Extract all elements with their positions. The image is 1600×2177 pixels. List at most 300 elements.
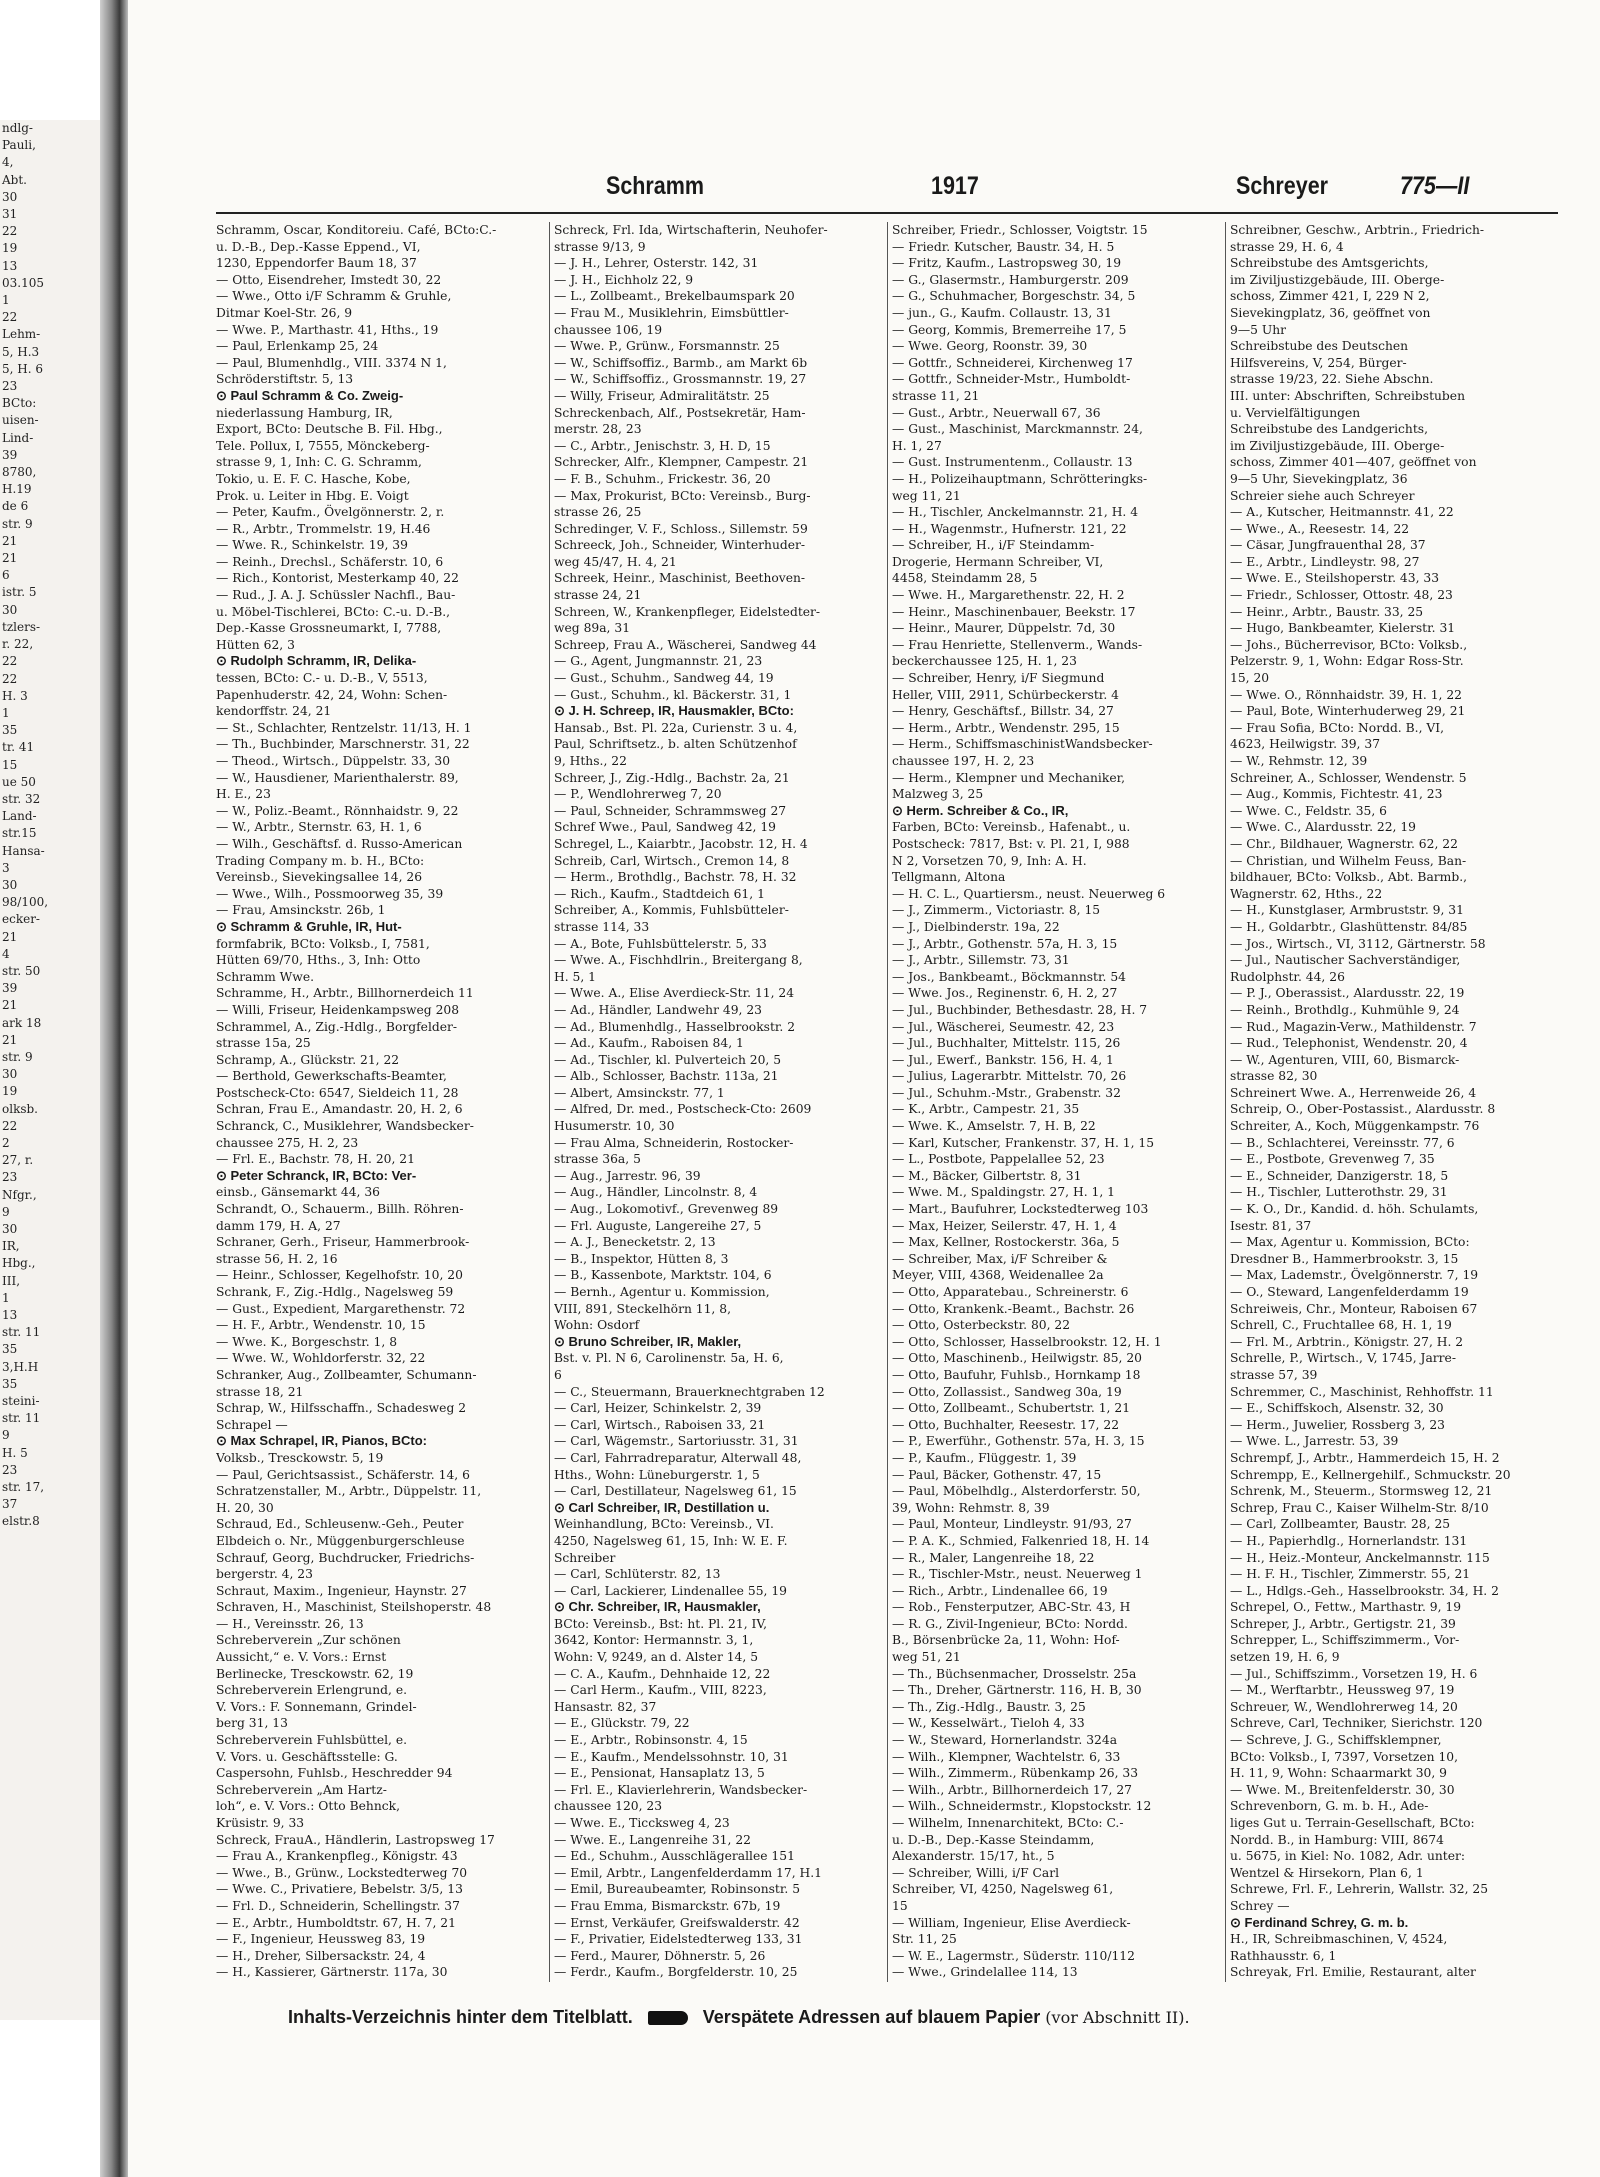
- left-page-text-fragment: 6: [2, 568, 10, 583]
- directory-entry-line: ⊙ Schramm & Gruhle, IR, Hut-: [216, 918, 402, 934]
- directory-entry-line: — M., Bäcker, Gilbertstr. 8, 31: [892, 1168, 1082, 1183]
- directory-entry-line: — Paul, Bäcker, Gothenstr. 47, 15: [892, 1467, 1102, 1482]
- directory-entry-line: — Wwe. Georg, Roonstr. 39, 30: [892, 339, 1088, 354]
- directory-entry-line: Schreck, Frl. Ida, Wirtschafterin, Neuhofer-: [554, 223, 828, 237]
- directory-entry-line: Trading Company m. b. H., BCto:: [216, 853, 425, 868]
- directory-entry-line: Schrelle, P., Wirtsch., V, 1745, Jarre-: [1230, 1351, 1456, 1366]
- left-page-text-fragment: 21: [2, 551, 18, 566]
- directory-entry-line: Dresdner B., Hammerbrookstr. 3, 15: [1230, 1251, 1459, 1266]
- directory-entry-line: — Herm., Arbtr., Wendenstr. 295, 15: [892, 720, 1120, 735]
- directory-entry-line: — Otto, Eisendreher, Imstedt 30, 22: [216, 272, 442, 287]
- directory-entry-line: — Reinh., Drechsl., Schäferstr. 10, 6: [216, 554, 444, 569]
- directory-entry-line: Malzweg 3, 25: [892, 787, 984, 802]
- directory-entry-line: damm 179, H. A, 27: [216, 1218, 341, 1233]
- directory-entry-line: Tokio, u. E. F. C. Hasche, Kobe,: [216, 471, 411, 486]
- directory-entry-line: Wentzel & Hirsekorn, Plan 6, 1: [1230, 1865, 1424, 1880]
- directory-entry-line: — G., Glasermstr., Hamburgerstr. 209: [892, 272, 1129, 287]
- directory-entry-line: — H. F. H., Tischler, Zimmerstr. 55, 21: [1230, 1567, 1471, 1582]
- directory-entry-line: — Jul., Buchhalter, Mittelstr. 115, 26: [892, 1036, 1121, 1051]
- directory-entry-line: — Wilh., Klempner, Wachtelstr. 6, 33: [892, 1749, 1121, 1764]
- directory-entry-line: — jun., G., Kaufm. Collaustr. 13, 31: [892, 305, 1112, 320]
- directory-entry-line: — Rud., Magazin-Verw., Mathildenstr. 7: [1230, 1019, 1477, 1034]
- directory-entry-line: [216, 1981, 544, 1982]
- directory-entry-line: — Paul, Bote, Winterhuderweg 29, 21: [1230, 704, 1466, 719]
- directory-entry-line: — Wwe. R., Schinkelstr. 19, 39: [216, 538, 408, 553]
- directory-entry-line: — Otto, Apparatebau., Schreinerstr. 6: [892, 1285, 1129, 1299]
- directory-entry-line: — Th., Dreher, Gärtnerstr. 116, H. B, 30: [892, 1683, 1142, 1698]
- page-header: [216, 172, 1496, 212]
- directory-entry-line: Volksb., Tresckowstr. 5, 19: [216, 1450, 384, 1465]
- directory-entry-line: — Herm., SchiffsmaschinistWandsbecker-: [892, 737, 1153, 752]
- directory-entry-line: — Wwe. K., Amselstr. 7, H. B, 22: [892, 1119, 1096, 1134]
- directory-entry-line: — Wwe., Wilh., Possmoorweg 35, 39: [216, 886, 444, 901]
- directory-entry-line: — C., Steuermann, Brauerknechtgraben 12: [554, 1384, 825, 1399]
- directory-entry-line: — H., Kassierer, Gärtnerstr. 117a, 30: [216, 1965, 448, 1980]
- directory-entry-line: strasse 18, 21: [216, 1384, 304, 1399]
- directory-entry-line: — Frl. E., Bachstr. 78, H. 20, 21: [216, 1152, 415, 1167]
- directory-entry-line: weg 51, 21: [892, 1650, 961, 1665]
- directory-entry-line: 4250, Nagelsweg 61, 15, Inh: W. E. F.: [554, 1533, 788, 1548]
- directory-entry-line: Schrepper, L., Schiffszimmerm., Vor-: [1230, 1633, 1460, 1648]
- directory-entry-line: Hths., Wohn: Lüneburgerstr. 1, 5: [554, 1467, 760, 1482]
- directory-entry-line: III. unter: Abschriften, Schreibstuben: [1230, 388, 1465, 403]
- directory-entry-line: — Wwe., Grindelallee 114, 13: [892, 1965, 1078, 1980]
- directory-entry-line: H. E., 23: [216, 787, 271, 802]
- left-page-text-fragment: IR,: [2, 1239, 20, 1254]
- directory-entry-line: — H., Wagenmstr., Hufnerstr. 121, 22: [892, 521, 1127, 536]
- left-page-text-fragment: 9: [2, 1428, 10, 1443]
- directory-entry-line: — A., Kutscher, Heitmannstr. 41, 22: [1230, 505, 1454, 520]
- directory-entry-line: — Wwe., Otto i/F Schramm & Gruhle,: [216, 289, 452, 304]
- directory-entry-line: — Frl. Auguste, Langereihe 27, 5: [554, 1218, 762, 1233]
- directory-entry-line: Postscheck-Cto: 6547, Sieldeich 11, 28: [216, 1085, 459, 1100]
- directory-entry-line: Wagnerstr. 62, Hths., 22: [1230, 886, 1383, 901]
- directory-entry-line: — Berthold, Gewerkschafts-Beamter,: [216, 1069, 447, 1084]
- directory-entry-line: Schrey —: [1230, 1898, 1290, 1913]
- left-page-text-fragment: ark 18: [2, 1015, 42, 1030]
- directory-entry-line: 39, Wohn: Rehmstr. 8, 39: [892, 1500, 1050, 1515]
- left-page-text-fragment: 37: [2, 1497, 18, 1512]
- directory-entry-line: — C., Arbtr., Jenischstr. 3, H. D, 15: [554, 438, 771, 453]
- directory-entry-line: — Th., Zig.-Hdlg., Baustr. 3, 25: [892, 1699, 1086, 1714]
- directory-entry-line: Schrank, F., Zig.-Hdlg., Nagelsweg 59: [216, 1285, 454, 1299]
- directory-entry-line: — Wwe. M., Spaldingstr. 27, H. 1, 1: [892, 1185, 1116, 1200]
- left-page-text-fragment: 22: [2, 1118, 18, 1133]
- directory-entry-line: Schreep, Frau A., Wäscherei, Sandweg 44: [554, 637, 817, 652]
- directory-entry-line: Str. 11, 25: [892, 1932, 957, 1947]
- directory-entry-line: — H., Dreher, Silbersackstr. 24, 4: [216, 1948, 426, 1963]
- directory-entry-line: — Mart., Baufuhrer, Lockstedterweg 103: [892, 1202, 1149, 1217]
- directory-entry-line: Krüsistr. 9, 33: [216, 1816, 305, 1830]
- directory-entry-line: — Wwe., B., Grünw., Lockstedterweg 70: [216, 1865, 468, 1880]
- left-page-text-fragment: 22: [2, 224, 18, 239]
- footer-late-addresses-note: Verspätete Adressen auf blauem Papier: [702, 2007, 1041, 2027]
- directory-entry-line: Schreiter, A., Koch, Müggenkampstr. 76: [1230, 1119, 1480, 1134]
- directory-entry-line: Schrewe, Frl. F., Lehrerin, Wallstr. 32, 25: [1230, 1882, 1489, 1897]
- column-divider: [549, 222, 550, 1982]
- directory-entry-line: u. 5675, in Kiel: No. 1082, Adr. unter:: [1230, 1849, 1466, 1864]
- directory-entry-line: Bst. v. Pl. N 6, Carolinenstr. 5a, H. 6,: [554, 1351, 784, 1366]
- directory-entry-line: — Wwe. P., Grünw., Forsmannstr. 25: [554, 339, 780, 354]
- directory-entry-line: — R., Arbtr., Trommelstr. 19, H.46: [216, 521, 431, 536]
- directory-entry-line: Schraut, Maxim., Ingenieur, Haynstr. 27: [216, 1583, 467, 1598]
- directory-entry-line: — P. A. K., Schmied, Falkenried 18, H. 14: [892, 1533, 1150, 1548]
- directory-entry-line: — A., Bote, Fuhlsbüttelerstr. 5, 33: [554, 936, 767, 951]
- directory-entry-line: ⊙ Max Schrapel, IR, Pianos, BCto:: [216, 1433, 427, 1449]
- left-page-text-fragment: str. 11: [2, 1411, 41, 1426]
- directory-entry-line: weg 89a, 31: [554, 621, 631, 636]
- directory-entry-line: — Paul, Möbelhdlg., Alsterdorferstr. 50,: [892, 1484, 1141, 1499]
- directory-entry-line: — G., Schuhmacher, Borgeschstr. 34, 5: [892, 289, 1136, 304]
- directory-entry-line: — Aug., Lokomotivf., Grevenweg 89: [554, 1202, 779, 1217]
- directory-entry-line: — P. J., Oberassist., Alardusstr. 22, 19: [1230, 986, 1465, 1001]
- directory-entry-line: — H. C. L., Quartiersm., neust. Neuerweg 6: [892, 886, 1166, 901]
- left-page-text-fragment: 15: [2, 757, 18, 772]
- left-page-text-fragment: 30: [2, 189, 18, 204]
- left-page-text-fragment: 13: [2, 258, 18, 273]
- directory-entry-line: Schreier siehe auch Schreyer: [1230, 488, 1415, 503]
- directory-entry-line: strasse 56, H. 2, 16: [216, 1251, 338, 1266]
- directory-entry-line: — Aug., Kommis, Fichtestr. 41, 23: [1230, 787, 1443, 802]
- directory-entry-line: 4623, Heilwigstr. 39, 37: [1230, 737, 1381, 752]
- directory-entry-line: — Cäsar, Jungfrauenthal 28, 37: [1230, 538, 1426, 553]
- directory-entry-line: H. 11, 9, Wohn: Schaarmarkt 30, 9: [1230, 1766, 1447, 1781]
- directory-entry-line: — Ernst, Verkäufer, Greifswalderstr. 42: [554, 1915, 800, 1930]
- directory-entry-line: — M., Werftarbtr., Heussweg 97, 19: [1230, 1683, 1455, 1698]
- directory-entry-line: — Paul, Monteur, Lindleystr. 91/93, 27: [892, 1517, 1132, 1532]
- directory-entry-line: Schreberverein Fuhlsbüttel, e.: [216, 1733, 408, 1748]
- directory-entry-line: — R., Tischler-Mstr., neust. Neuerweg 1: [892, 1567, 1143, 1582]
- directory-entry-line: — Frl. M., Arbtrin., Königstr. 27, H. 2: [1230, 1334, 1464, 1349]
- directory-entry-line: — Heinr., Maurer, Düppelstr. 7d, 30: [892, 621, 1116, 636]
- left-page-text-fragment: str. 32: [2, 791, 41, 806]
- directory-entry-line: Schraven, H., Maschinist, Steilshoperstr. 48: [216, 1600, 492, 1615]
- directory-entry-line: Schrandt, O., Schauerm., Billh. Röhren-: [216, 1202, 464, 1217]
- directory-entry-line: — Wwe. E., Langenreihe 31, 22: [554, 1832, 751, 1847]
- left-page-text-fragment: Lind-: [2, 430, 34, 445]
- directory-entry-line: — Schreiber, H., i/F Steindamm-: [892, 538, 1095, 553]
- directory-entry-line: Schreberverein „Am Hartz-: [216, 1782, 387, 1797]
- left-page-text-fragment: 30: [2, 1222, 18, 1236]
- left-page-text-fragment: 1: [2, 293, 10, 308]
- directory-entry-line: — Ad., Blumenhdlg., Hasselbrookstr. 2: [554, 1019, 796, 1034]
- directory-entry-line: — Th., Büchsenmacher, Drosselstr. 25a: [892, 1666, 1137, 1681]
- left-page-text-fragment: 21: [2, 533, 18, 548]
- directory-entry-line: — B., Inspektor, Hütten 8, 3: [554, 1251, 729, 1266]
- directory-entry-line: u. D.-B., Dep.-Kasse Steindamm,: [892, 1832, 1095, 1847]
- directory-entry-line: — W., Schiffsoffiz., Grossmannstr. 19, 27: [554, 372, 807, 387]
- directory-entry-line: — Carl, Lackierer, Lindenallee 55, 19: [554, 1583, 787, 1598]
- directory-entry-line: — Herm., Klempner und Mechaniker,: [892, 770, 1126, 785]
- directory-entry-line: Schran, Frau E., Amandastr. 20, H. 2, 6: [216, 1102, 463, 1117]
- left-page-text-fragment: 4: [2, 946, 10, 961]
- directory-entry-line: — Wwe. O., Rönnhaidstr. 39, H. 1, 22: [1230, 687, 1463, 702]
- directory-entry-line: — L., Postbote, Pappelallee 52, 23: [892, 1152, 1105, 1167]
- directory-entry-line: im Ziviljustizgebäude, III. Oberge-: [1230, 272, 1445, 287]
- directory-entry-line: Heller, VIII, 2911, Schürbeckerstr. 4: [892, 687, 1119, 702]
- directory-entry-line: Export, BCto: Deutsche B. Fil. Hbg.,: [216, 422, 443, 437]
- directory-entry-line: — Herm., Brothdlg., Bachstr. 78, H. 32: [554, 870, 797, 885]
- directory-entry-line: Schreer, J., Zig.-Hdlg., Bachstr. 2a, 21: [554, 770, 790, 785]
- directory-entry-line: — Carl, Destillateur, Nagelsweg 61, 15: [554, 1484, 797, 1499]
- left-page-text-fragment: r. 22,: [2, 637, 34, 652]
- left-page-text-fragment: str. 17,: [2, 1480, 45, 1495]
- left-page-text-fragment: 39: [2, 981, 18, 996]
- directory-entry-line: — Frau M., Musiklehrin, Eimsbüttler-: [554, 305, 789, 320]
- directory-entry-line: — W., Rehmstr. 12, 39: [1230, 754, 1368, 768]
- directory-entry-line: — Carl, Schlüterstr. 82, 13: [554, 1567, 721, 1582]
- directory-entry-line: Schreiner, A., Schlosser, Wendenstr. 5: [1230, 770, 1467, 785]
- directory-entry-line: Alexanderstr. 15/17, ht., 5: [892, 1849, 1055, 1864]
- directory-entry-line: setzen 19, H. 6, 9: [1230, 1650, 1340, 1665]
- directory-entry-line: — Friedr., Schlosser, Ottostr. 48, 23: [1230, 588, 1453, 603]
- directory-entry-line: Schreeck, Joh., Schneider, Winterhuder-: [554, 538, 806, 553]
- directory-entry-line: Rathhausstr. 6, 1: [1230, 1948, 1337, 1963]
- directory-entry-line: — Willy, Friseur, Admiralitätstr. 25: [554, 388, 770, 403]
- directory-entry-line: — Reinh., Brothdlg., Kuhmühle 9, 24: [1230, 1002, 1460, 1017]
- directory-entry-line: liges Gut u. Terrain-Gesellschaft, BCto:: [1230, 1816, 1475, 1830]
- directory-entry-line: Schrapel —: [216, 1417, 288, 1432]
- directory-entry-line: — Gottfr., Schneider-Mstr., Humboldt-: [892, 372, 1131, 387]
- directory-entry-line: ⊙ Ferdinand Schrey, G. m. b.: [1230, 1914, 1409, 1930]
- directory-entry-line: — Jul., Nautischer Sachverständiger,: [1230, 953, 1461, 968]
- directory-entry-line: ⊙ Paul Schramm & Co. Zweig-: [216, 387, 404, 403]
- directory-entry-line: — W. E., Lagermstr., Süderstr. 110/112: [892, 1948, 1135, 1963]
- left-page-text-fragment: BCto:: [2, 396, 37, 411]
- directory-entry-line: — E., Pensionat, Hansaplatz 13, 5: [554, 1766, 765, 1781]
- directory-entry-line: — Heinr., Schlosser, Kegelhofstr. 10, 20: [216, 1268, 463, 1283]
- directory-entry-line: 6: [554, 1367, 562, 1382]
- directory-entry-line: niederlassung Hamburg, IR,: [216, 405, 393, 420]
- left-page-text-fragment: str. 9: [2, 1049, 33, 1064]
- directory-entry-line: — H., Tischler, Lutterothstr. 29, 31: [1230, 1185, 1448, 1200]
- directory-entry-line: — L., Zollbeamt., Brekelbaumspark 20: [554, 289, 795, 304]
- directory-entry-line: ⊙ Carl Schreiber, IR, Destillation u.: [554, 1499, 770, 1515]
- left-page-text-fragment: tr. 41: [2, 740, 35, 755]
- directory-entry-line: strasse 36a, 5: [554, 1152, 641, 1167]
- directory-entry-line: — Wwe. Jos., Reginenstr. 6, H. 2, 27: [892, 986, 1118, 1001]
- directory-entry-line: Papenhuderstr. 42, 24, Wohn: Schen-: [216, 687, 448, 702]
- directory-entry-line: — Gust., Expedient, Margarethenstr. 72: [216, 1301, 466, 1316]
- directory-entry-line: — Jul., Ewerf., Bankstr. 156, H. 4, 1: [892, 1052, 1114, 1067]
- directory-entry-line: Schrempf, J., Arbtr., Hammerdeich 15, H. 2: [1230, 1450, 1500, 1465]
- directory-entry-line: Schrempp, E., Kellnergehilf., Schmuckstr. 20: [1230, 1467, 1511, 1482]
- footer-section-note: (vor Abschnitt II).: [1045, 2008, 1190, 2027]
- directory-entry-line: Schreibstube des Amtsgerichts,: [1230, 256, 1429, 271]
- directory-entry-line: weg 45/47, H. 4, 21: [554, 554, 677, 569]
- directory-entry-line: — Wwe. C., Alardusstr. 22, 19: [1230, 820, 1416, 835]
- header-year: 1917: [931, 172, 979, 200]
- directory-entry-line: strasse 24, 21: [554, 588, 642, 603]
- directory-entry-line: Rudolphstr. 44, 26: [1230, 969, 1345, 984]
- directory-entry-line: Pelzerstr. 9, 1, Wohn: Edgar Ross-Str.: [1230, 654, 1464, 669]
- directory-entry-line: ⊙ Peter Schranck, IR, BCto: Ver-: [216, 1167, 417, 1183]
- directory-entry-line: Schrauf, Georg, Buchdrucker, Friedrichs-: [216, 1550, 475, 1565]
- directory-entry-line: formfabrik, BCto: Volksb., I, 7581,: [216, 936, 430, 951]
- column-2: [554, 222, 882, 1982]
- directory-entry-line: — Wilh., Zimmerm., Rübenkamp 26, 33: [892, 1766, 1139, 1781]
- left-page-text-fragment: de 6: [2, 499, 29, 514]
- directory-entry-line: V. Vors. u. Geschäftsstelle: G.: [216, 1749, 398, 1764]
- directory-entry-line: chaussee 120, 23: [554, 1799, 663, 1814]
- directory-entry-line: — P., Kaufm., Flüggestr. 1, 39: [892, 1450, 1077, 1465]
- directory-entry-line: Nordd. B., in Hamburg: VIII, 8674: [1230, 1832, 1445, 1847]
- directory-entry-line: — H., Polizeihauptmann, Schrötteringks-: [892, 471, 1148, 486]
- column-4: [1230, 222, 1558, 1982]
- directory-entry-line: — Peter, Kaufm., Övelgönnerstr. 2, r.: [216, 505, 445, 520]
- directory-entry-line: — Max, Lademstr., Övelgönnerstr. 7, 19: [1230, 1268, 1479, 1283]
- directory-entry-line: — R., Maler, Langenreihe 18, 22: [892, 1550, 1095, 1565]
- directory-entry-line: — Carl, Heizer, Schinkelstr. 2, 39: [554, 1401, 762, 1416]
- directory-entry-line: — Wilh., Arbtr., Billhornerdeich 17, 27: [892, 1782, 1132, 1797]
- directory-entry-line: — Aug., Händler, Lincolnstr. 8, 4: [554, 1185, 758, 1200]
- directory-entry-line: Schreek, Heinr., Maschinist, Beethoven-: [554, 571, 806, 586]
- directory-entry-line: Schreper, J., Arbtr., Gertigstr. 21, 39: [1230, 1616, 1456, 1631]
- directory-entry-line: strasse 11, 21: [892, 388, 980, 403]
- left-page-text-fragment: 13: [2, 1308, 18, 1323]
- left-page-text-fragment: 5, H.3: [2, 344, 40, 359]
- directory-entry-line: — J., Arbtr., Sillemstr. 73, 31: [892, 953, 1070, 968]
- directory-entry-line: Hütten 62, 3: [216, 637, 295, 652]
- directory-entry-line: — K., Arbtr., Campestr. 21, 35: [892, 1102, 1080, 1117]
- directory-entry-line: — Wwe. A., Fischhdlrin., Breitergang 8,: [554, 953, 803, 968]
- left-page-text-fragment: 22: [2, 310, 18, 325]
- directory-entry-line: — E., Arbtr., Robinsonstr. 4, 15: [554, 1733, 748, 1748]
- directory-entry-line: ⊙ Chr. Schreiber, IR, Hausmakler,: [554, 1599, 761, 1615]
- left-page-text-fragment: 3,H.H: [2, 1359, 39, 1374]
- directory-entry-line: — Wwe. M., Breitenfelderstr. 30, 30: [1230, 1782, 1455, 1797]
- directory-entry-line: V. Vors.: F. Sonnemann, Grindel-: [216, 1699, 417, 1714]
- directory-entry-line: — William, Ingenieur, Elise Averdieck-: [892, 1915, 1131, 1930]
- directory-entry-line: — C. A., Kaufm., Dehnhaide 12, 22: [554, 1666, 771, 1681]
- directory-entry-line: — Schreiber, Willi, i/F Carl: [892, 1865, 1060, 1880]
- left-page-text-fragment: 1: [2, 705, 10, 720]
- directory-entry-line: — Hugo, Bankbeamter, Kielerstr. 31: [1230, 621, 1456, 636]
- directory-entry-line: — Georg, Kommis, Bremerreihe 17, 5: [892, 322, 1127, 337]
- left-page-text-fragment: 22: [2, 654, 18, 669]
- left-page-text-fragment: istr. 5: [2, 585, 37, 600]
- directory-entry-line: loh“, e. V. Vors.: Otto Behnck,: [216, 1799, 400, 1814]
- directory-entry-line: — H., Kunstglaser, Armbruststr. 9, 31: [1230, 903, 1464, 918]
- directory-entry-line: — Ed., Schuhm., Ausschlägerallee 151: [554, 1849, 795, 1864]
- left-page-fragment: [0, 120, 100, 2020]
- directory-entry-line: — Wilh., Schneidermstr., Klopstockstr. 12: [892, 1799, 1152, 1814]
- directory-entry-line: Schreiber, VI, 4250, Nagelsweg 61,: [892, 1882, 1114, 1897]
- directory-entry-line: — E., Postbote, Grevenweg 7, 35: [1230, 1152, 1435, 1167]
- directory-entry-line: Schramp, A., Glückstr. 21, 22: [216, 1052, 400, 1067]
- directory-entry-line: — E., Kaufm., Mendelssohnstr. 10, 31: [554, 1749, 789, 1764]
- directory-entry-line: — Rud., J. A. J. Schüssler Nachfl., Bau-: [216, 588, 456, 603]
- directory-entry-line: — W., Kesselwärt., Tieloh 4, 33: [892, 1716, 1085, 1731]
- left-page-text-fragment: 4,: [2, 155, 14, 170]
- directory-entry-line: Hütten 69/70, Hths., 3, Inh: Otto: [216, 953, 421, 968]
- directory-entry-line: — Heinr., Maschinenbauer, Beekstr. 17: [892, 604, 1136, 619]
- directory-entry-line: — K. O., Dr., Kandid. d. höh. Schulamts,: [1230, 1202, 1479, 1217]
- directory-entry-line: — Carl, Wirtsch., Raboisen 33, 21: [554, 1417, 766, 1432]
- directory-entry-line: Ditmar Koel-Str. 26, 9: [216, 305, 353, 320]
- directory-entry-line: Hilfsvereins, V, 254, Bürger-: [1230, 355, 1407, 370]
- left-page-text-fragment: H.19: [2, 482, 32, 497]
- left-page-text-fragment: Lehm-: [2, 327, 41, 342]
- directory-entry-line: — Alb., Schlosser, Bachstr. 113a, 21: [554, 1069, 779, 1084]
- directory-entry-line: — Wwe. W., Wohldorferstr. 32, 22: [216, 1351, 426, 1366]
- directory-entry-line: — Henry, Geschäftsf., Billstr. 34, 27: [892, 704, 1114, 719]
- directory-entry-line: — Gottfr., Schneiderei, Kirchenweg 17: [892, 355, 1133, 370]
- directory-entry-line: Schreibner, Geschw., Arbtrin., Friedrich-: [1230, 223, 1485, 237]
- directory-entry-line: — Johs., Bücherrevisor, BCto: Volksb.,: [1230, 637, 1468, 652]
- left-page-text-fragment: str. 50: [2, 963, 41, 978]
- directory-entry-line: — Jul., Schiffszimm., Vorsetzen 19, H. 6: [1230, 1666, 1478, 1681]
- directory-entry-line: H. 20, 30: [216, 1500, 274, 1515]
- directory-entry-line: — Max, Kellner, Rostockerstr. 36a, 5: [892, 1235, 1120, 1250]
- directory-entry-line: Hansastr. 82, 37: [554, 1699, 657, 1714]
- directory-entry-line: Schrap, W., Hilfsschaffn., Schadesweg 2: [216, 1401, 467, 1416]
- directory-entry-line: Schreip, O., Ober-Postassist., Alardusstr. 8: [1230, 1102, 1496, 1117]
- directory-entry-line: — Emil, Arbtr., Langenfelderdamm 17, H.1: [554, 1865, 822, 1880]
- directory-entry-line: — B., Schlachterei, Vereinsstr. 77, 6: [1230, 1135, 1455, 1150]
- directory-entry-line: — Th., Buchbinder, Marschnerstr. 31, 22: [216, 737, 470, 752]
- directory-entry-line: Schreiber: [554, 1550, 616, 1565]
- directory-entry-line: tessen, BCto: C.- u. D.-B., V, 5513,: [216, 671, 428, 686]
- directory-entry-line: — E., Schiffskoch, Alsenstr. 32, 30: [1230, 1401, 1444, 1416]
- directory-entry-line: strasse 82, 30: [1230, 1069, 1318, 1084]
- left-page-text-fragment: 9: [2, 1204, 10, 1219]
- directory-entry-line: Schreck, FrauA., Händlerin, Lastropsweg 17: [216, 1832, 495, 1847]
- directory-entry-line: Schranker, Aug., Zollbeamter, Schumann-: [216, 1367, 477, 1382]
- directory-entry-line: — H., Heiz.-Monteur, Anckelmannstr. 115: [1230, 1550, 1490, 1565]
- directory-entry-line: Sievekingplatz, 36, geöffnet von: [1230, 305, 1431, 320]
- left-page-text-fragment: 30: [2, 602, 18, 617]
- directory-entry-line: Husumerstr. 10, 30: [554, 1119, 675, 1134]
- directory-entry-line: Tele. Pollux, I, 7555, Mönckeberg-: [216, 438, 430, 453]
- directory-entry-line: — Carl, Fahrradreparatur, Alterwall 48,: [554, 1450, 802, 1465]
- directory-entry-line: Schrepel, O., Fettw., Marthastr. 9, 19: [1230, 1600, 1462, 1615]
- directory-entry-line: — J., Dielbinderstr. 19a, 22: [892, 919, 1060, 934]
- directory-entry-line: — Otto, Baufuhr, Fuhlsb., Hornkamp 18: [892, 1367, 1141, 1382]
- directory-entry-line: — Otto, Osterbeckstr. 80, 22: [892, 1318, 1071, 1333]
- directory-entry-line: strasse 9, 1, Inh: C. G. Schramm,: [216, 455, 422, 470]
- directory-entry-line: — H., Goldarbtr., Glashüttenstr. 84/85: [1230, 919, 1468, 934]
- directory-entry-line: strasse 26, 25: [554, 505, 642, 520]
- directory-entry-line: 3642, Kontor: Hermannstr. 3, 1,: [554, 1633, 754, 1648]
- directory-entry-line: ⊙ Rudolph Schramm, IR, Delika-: [216, 653, 417, 669]
- directory-entry-line: — Ad., Kaufm., Raboisen 84, 1: [554, 1036, 744, 1051]
- left-page-text-fragment: 2: [2, 1135, 10, 1150]
- directory-entry-line: — Paul, Gerichtsassist., Schäferstr. 14, 6: [216, 1467, 470, 1482]
- left-page-text-fragment: 23: [2, 379, 18, 394]
- directory-entry-line: — Theod., Wirtsch., Düppelstr. 33, 30: [216, 754, 451, 768]
- left-page-text-fragment: 39: [2, 447, 18, 462]
- directory-entry-line: — Jul., Schuhm.-Mstr., Grabenstr. 32: [892, 1085, 1121, 1100]
- directory-entry-line: — Otto, Schlosser, Hasselbrookstr. 12, H. 1: [892, 1334, 1162, 1349]
- left-page-text-fragment: 31: [2, 207, 18, 222]
- directory-entry-line: — Herm., Juwelier, Rossberg 3, 23: [1230, 1417, 1445, 1432]
- directory-entry-line: Schrammel, A., Zig.-Hdlg., Borgfelder-: [216, 1019, 458, 1034]
- left-page-text-fragment: uisen-: [2, 413, 39, 428]
- directory-entry-line: — F., Ingenieur, Heussweg 83, 19: [216, 1932, 426, 1947]
- directory-entry-line: Schreckenbach, Alf., Postsekretär, Ham-: [554, 405, 806, 420]
- left-page-text-fragment: 35: [2, 723, 18, 738]
- directory-entry-line: — J. H., Lehrer, Osterstr. 142, 31: [554, 256, 759, 271]
- directory-entry-line: Schramm, Oscar, Konditoreiu. Café, BCto:C.-: [216, 223, 497, 237]
- directory-entry-line: 9—5 Uhr, Sievekingplatz, 36: [1230, 471, 1408, 486]
- directory-entry-line: — W., Schiffsoffiz., Barmb., am Markt 6b: [554, 355, 808, 370]
- directory-entry-line: Schreiber, A., Kommis, Fuhlsbütteler-: [554, 903, 789, 918]
- directory-entry-line: BCto: Volksb., I, 7397, Vorsetzen 10,: [1230, 1749, 1459, 1764]
- directory-entry-line: chaussee 275, H. 2, 23: [216, 1135, 359, 1150]
- directory-entry-line: Aussicht,“ e. V. Vors.: Ernst: [216, 1650, 387, 1665]
- column-1: [216, 222, 544, 1982]
